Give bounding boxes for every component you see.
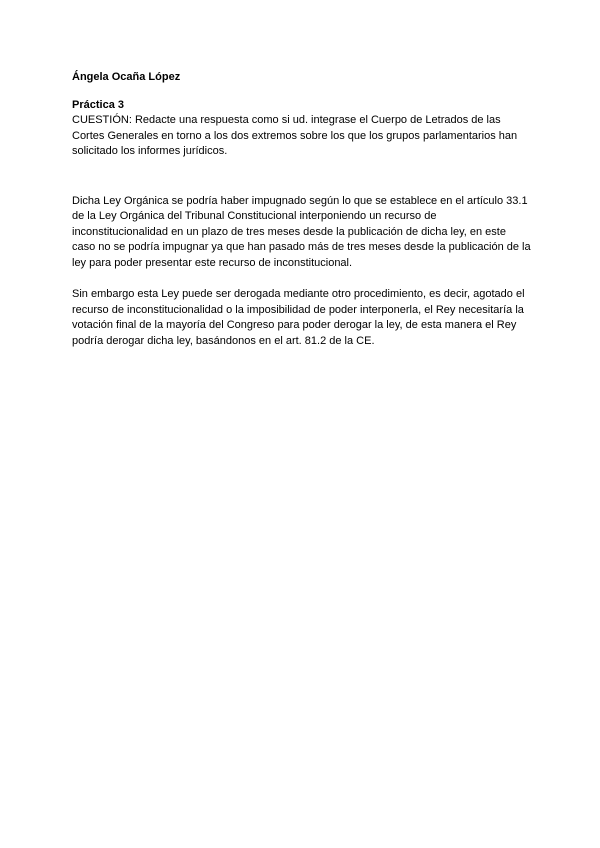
document-content [72, 70, 532, 365]
question-text: CUESTIÓN: Redacte una respuesta como si ud. integrase el Cuerpo de Letrados de las Cortes Generales en torno a los dos extremos sobre los que los grupos parlamentarios han solicitado los informes jurídicos. [72, 114, 518, 157]
paragraph-2: Sin embargo esta Ley puede ser derogada mediante otro procedimiento, es decir, agotado el recurso de inconstitucionalidad o la imposibilidad de poder interponerla, el Rey necesitaría la votación final de la mayoría del Congreso para poder derogar la ley, de esta manera el Rey podría derogar dicha ley, basándonos en el art. 81.2 de la CE. [72, 288, 525, 347]
author-name: Ángela Ocaña López [72, 71, 181, 83]
paragraph-1: Dicha Ley Orgánica se podría haber impugnado según lo que se establece en el artículo 33.1 de la Ley Orgánica del Tribunal Constitucional interponiendo un recurso de inconstitucionalidad en un plazo de tres meses desde la publicación de dicha ley, en este caso no se podría impugnar ya que han pasado más de tres meses desde la publicación de la ley para poder presentar este recurso de inconstitucional. [72, 194, 531, 269]
practice-title: Práctica 3 [72, 98, 124, 111]
